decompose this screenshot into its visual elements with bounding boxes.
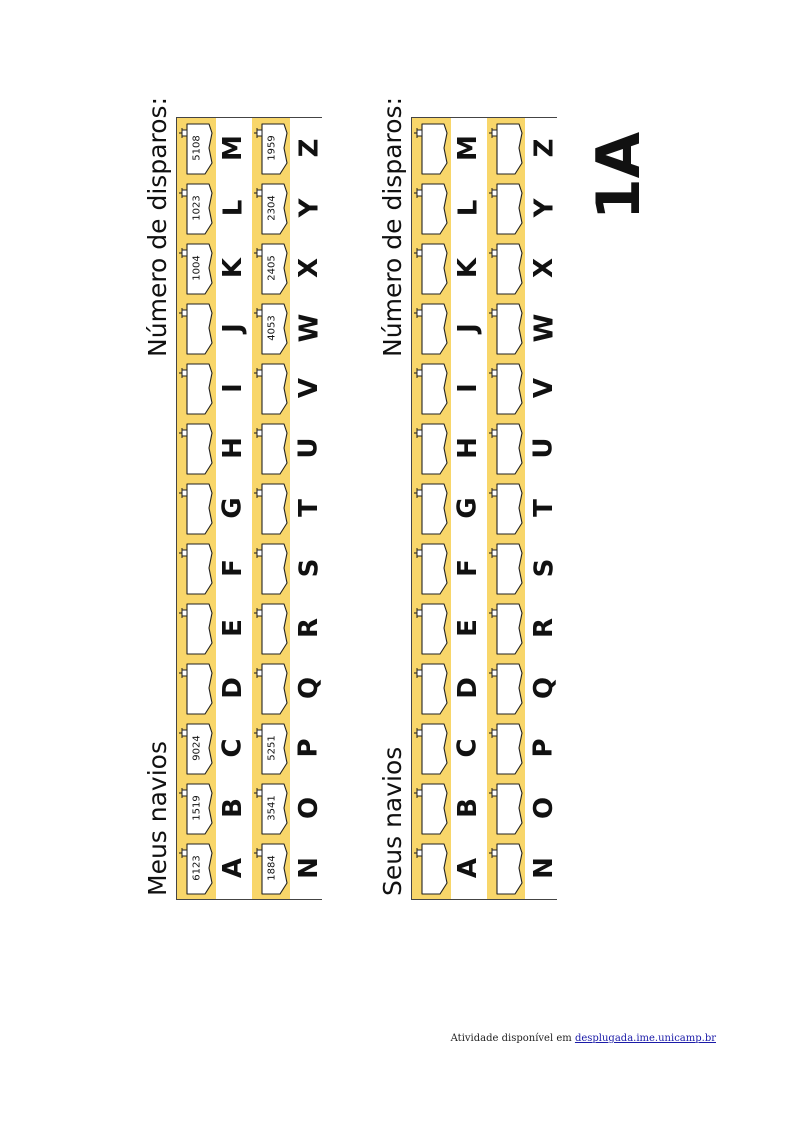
my-ship-cell-p[interactable]	[254, 718, 290, 778]
your-column-letter-x	[526, 238, 562, 298]
ship-icon	[179, 598, 215, 658]
letter-label: W	[294, 313, 324, 343]
ship-icon	[414, 478, 450, 538]
footer-link[interactable]: desplugada.ime.unicamp.br	[574, 1033, 716, 1044]
ship-icon	[254, 538, 290, 598]
your-column-letter-k	[450, 238, 486, 298]
your-ship-cell-w[interactable]	[489, 298, 525, 358]
my-column-letter-o	[291, 778, 327, 838]
my-ship-score-o: 3541	[266, 795, 278, 821]
footer-text: Atividade disponível em	[450, 1033, 575, 1044]
your-column-letter-j	[450, 298, 486, 358]
ship-icon	[254, 418, 290, 478]
letter-label: M	[218, 135, 248, 161]
my-column-letter-a	[215, 838, 251, 898]
page-label: 1A	[584, 131, 654, 220]
your-ship-cell-i[interactable]	[414, 358, 450, 418]
my-column-letter-u	[291, 418, 327, 478]
letter-label: K	[218, 257, 248, 279]
letter-label: P	[529, 738, 559, 758]
letter-label: A	[453, 857, 483, 879]
your-ship-cell-n[interactable]	[489, 838, 525, 898]
your-ship-cell-b[interactable]	[414, 778, 450, 838]
ship-icon	[489, 778, 525, 838]
my-column-letter-h	[215, 418, 251, 478]
letter-label: S	[528, 558, 559, 578]
my-ship-cell-u[interactable]	[254, 418, 290, 478]
my-ship-cell-f[interactable]	[179, 538, 215, 598]
my-column-letter-l	[215, 178, 251, 238]
ship-icon	[414, 238, 450, 298]
my-column-letter-f	[215, 538, 251, 598]
your-ship-cell-o[interactable]	[489, 778, 525, 838]
my-column-letter-q	[291, 658, 327, 718]
my-ship-cell-z[interactable]	[254, 118, 290, 178]
my-ship-score-b: 1519	[191, 795, 203, 821]
my-ships-shots-label: Número de disparos:	[143, 97, 172, 357]
letter-label: Z	[293, 138, 324, 158]
ship-icon	[179, 658, 215, 718]
my-ship-cell-n[interactable]	[254, 838, 290, 898]
your-ship-cell-y[interactable]	[489, 178, 525, 238]
your-ships-shots-label: Número de disparos:	[378, 97, 407, 357]
my-ship-score-w: 4053	[266, 315, 278, 341]
letter-label: T	[294, 499, 324, 517]
your-ship-cell-f[interactable]	[414, 538, 450, 598]
ship-icon	[414, 658, 450, 718]
my-column-letter-g	[215, 478, 251, 538]
ship-icon	[414, 538, 450, 598]
footer-credit	[451, 1033, 716, 1044]
ship-icon	[254, 658, 290, 718]
your-ship-cell-r[interactable]	[489, 598, 525, 658]
ship-icon	[179, 418, 215, 478]
my-ship-score-y: 2304	[266, 195, 278, 221]
letter-label: J	[218, 323, 248, 333]
my-column-letter-e	[215, 598, 251, 658]
letter-label: L	[217, 199, 248, 217]
ship-icon	[414, 598, 450, 658]
your-column-letter-n	[526, 838, 562, 898]
your-column-letter-l	[450, 178, 486, 238]
my-column-letter-s	[291, 538, 327, 598]
letter-label: X	[293, 257, 324, 279]
your-ship-cell-k[interactable]	[414, 238, 450, 298]
your-ships-title: Seus navios	[378, 746, 407, 896]
my-column-letter-x	[291, 238, 327, 298]
ship-icon	[489, 478, 525, 538]
letter-label: G	[218, 497, 248, 519]
your-column-letter-g	[450, 478, 486, 538]
my-ship-score-n: 1884	[266, 855, 278, 881]
letter-label: C	[453, 738, 483, 758]
my-column-letter-n	[291, 838, 327, 898]
my-ship-cell-q[interactable]	[254, 658, 290, 718]
your-column-letter-q	[526, 658, 562, 718]
ship-icon	[414, 718, 450, 778]
your-ship-cell-s[interactable]	[489, 538, 525, 598]
letter-label: X	[528, 257, 559, 279]
your-ship-cell-m[interactable]	[414, 118, 450, 178]
my-ship-cell-a[interactable]	[179, 838, 215, 898]
letter-label: D	[218, 677, 248, 699]
letter-label: M	[453, 135, 483, 161]
ship-icon	[489, 658, 525, 718]
ship-icon	[489, 358, 525, 418]
your-column-letter-b	[450, 778, 486, 838]
letter-label: B	[217, 798, 248, 818]
your-column-letter-d	[450, 658, 486, 718]
my-column-letter-v	[291, 358, 327, 418]
my-ship-cell-m[interactable]	[179, 118, 215, 178]
your-ship-cell-e[interactable]	[414, 598, 450, 658]
my-column-letter-b	[215, 778, 251, 838]
letter-label: O	[293, 796, 324, 820]
ship-icon	[489, 238, 525, 298]
ship-icon	[254, 478, 290, 538]
my-column-letter-y	[291, 178, 327, 238]
my-column-letter-t	[291, 478, 327, 538]
my-column-letter-k	[215, 238, 251, 298]
letter-label: R	[529, 617, 559, 639]
my-ship-cell-w[interactable]	[254, 298, 290, 358]
letter-label: Q	[293, 676, 324, 700]
your-column-letter-a	[450, 838, 486, 898]
letter-label: R	[294, 617, 324, 639]
your-ship-cell-c[interactable]	[414, 718, 450, 778]
your-column-letter-z	[526, 118, 562, 178]
letter-label: E	[452, 619, 483, 637]
my-ship-cell-e[interactable]	[179, 598, 215, 658]
your-column-letter-p	[526, 718, 562, 778]
letter-label: P	[294, 738, 324, 758]
your-column-letter-t	[526, 478, 562, 538]
your-column-letter-i	[450, 358, 486, 418]
my-ship-score-x: 2405	[266, 255, 278, 281]
letter-label: N	[528, 857, 559, 879]
my-column-letter-p	[291, 718, 327, 778]
ship-icon	[489, 178, 525, 238]
my-ships-board	[176, 117, 322, 900]
your-ship-cell-v[interactable]	[489, 358, 525, 418]
your-ship-cell-u[interactable]	[489, 418, 525, 478]
letter-label: I	[453, 383, 483, 393]
your-column-letter-e	[450, 598, 486, 658]
my-ship-cell-b[interactable]	[179, 778, 215, 838]
ship-icon	[414, 778, 450, 838]
letter-label: Y	[528, 198, 559, 218]
letter-label: K	[453, 257, 483, 279]
your-ship-cell-x[interactable]	[489, 238, 525, 298]
ship-icon	[254, 598, 290, 658]
your-ship-cell-g[interactable]	[414, 478, 450, 538]
your-column-letter-y	[526, 178, 562, 238]
my-ship-score-a: 6123	[191, 855, 203, 881]
ship-icon	[489, 718, 525, 778]
letter-label: E	[217, 619, 248, 637]
my-ship-cell-k[interactable]	[179, 238, 215, 298]
your-column-letter-h	[450, 418, 486, 478]
letter-label: I	[218, 383, 248, 393]
ship-icon	[414, 418, 450, 478]
my-ship-cell-g[interactable]	[179, 478, 215, 538]
your-column-letter-c	[450, 718, 486, 778]
my-column-letter-d	[215, 658, 251, 718]
my-ship-cell-x[interactable]	[254, 238, 290, 298]
your-ship-cell-h[interactable]	[414, 418, 450, 478]
ship-icon	[414, 358, 450, 418]
letter-label: A	[218, 857, 248, 879]
ship-icon	[179, 538, 215, 598]
letter-label: T	[529, 499, 559, 517]
my-ship-cell-v[interactable]	[254, 358, 290, 418]
my-ship-score-m: 5108	[191, 135, 203, 161]
your-column-letter-r	[526, 598, 562, 658]
my-column-letter-z	[291, 118, 327, 178]
my-column-letter-r	[291, 598, 327, 658]
ship-icon	[489, 118, 525, 178]
letter-label: H	[217, 437, 248, 459]
ship-icon	[489, 598, 525, 658]
letter-label: Y	[293, 198, 324, 218]
ship-icon	[179, 358, 215, 418]
your-ship-cell-z[interactable]	[489, 118, 525, 178]
letter-label: F	[217, 559, 248, 577]
ship-icon	[414, 178, 450, 238]
your-column-letter-s	[526, 538, 562, 598]
letter-label: O	[528, 796, 559, 820]
my-column-letter-j	[215, 298, 251, 358]
your-ship-cell-p[interactable]	[489, 718, 525, 778]
my-column-letter-w	[291, 298, 327, 358]
your-ship-cell-a[interactable]	[414, 838, 450, 898]
ship-icon	[179, 298, 215, 358]
ship-icon	[414, 118, 450, 178]
letter-label: F	[452, 559, 483, 577]
my-ship-cell-s[interactable]	[254, 538, 290, 598]
ship-icon	[489, 838, 525, 898]
my-ship-score-l: 1023	[191, 195, 203, 221]
my-ship-cell-y[interactable]	[254, 178, 290, 238]
letter-label: N	[293, 857, 324, 879]
letter-label: Z	[528, 138, 559, 158]
ship-icon	[254, 358, 290, 418]
letter-label: Q	[528, 676, 559, 700]
your-column-letter-m	[450, 118, 486, 178]
my-ship-cell-h[interactable]	[179, 418, 215, 478]
my-ship-cell-j[interactable]	[179, 298, 215, 358]
my-column-letter-c	[215, 718, 251, 778]
letter-label: C	[218, 738, 248, 758]
your-column-letter-w	[526, 298, 562, 358]
letter-label: S	[293, 558, 324, 578]
my-ship-cell-i[interactable]	[179, 358, 215, 418]
ship-icon	[489, 418, 525, 478]
your-column-letter-v	[526, 358, 562, 418]
your-ships-board	[411, 117, 557, 900]
my-ship-score-k: 1004	[191, 255, 203, 281]
letter-label: B	[452, 798, 483, 818]
my-ship-score-z: 1959	[266, 135, 278, 161]
your-ship-cell-t[interactable]	[489, 478, 525, 538]
ship-icon	[489, 298, 525, 358]
my-column-letter-i	[215, 358, 251, 418]
ship-icon	[414, 838, 450, 898]
my-ship-score-c: 9024	[191, 735, 203, 761]
my-column-letter-m	[215, 118, 251, 178]
my-ship-cell-t[interactable]	[254, 478, 290, 538]
letter-label: U	[529, 437, 559, 459]
letter-label: W	[529, 313, 559, 343]
my-ship-cell-d[interactable]	[179, 658, 215, 718]
my-ship-score-p: 5251	[266, 735, 278, 761]
ship-icon	[414, 298, 450, 358]
your-ship-cell-l[interactable]	[414, 178, 450, 238]
my-ship-cell-l[interactable]	[179, 178, 215, 238]
your-ship-cell-j[interactable]	[414, 298, 450, 358]
your-ship-cell-q[interactable]	[489, 658, 525, 718]
letter-label: V	[294, 377, 324, 399]
my-ship-cell-o[interactable]	[254, 778, 290, 838]
your-column-letter-u	[526, 418, 562, 478]
letter-label: L	[452, 199, 483, 217]
ship-icon	[489, 538, 525, 598]
your-column-letter-o	[526, 778, 562, 838]
my-ships-title: Meus navios	[143, 741, 172, 896]
letter-label: J	[453, 323, 483, 333]
letter-label: V	[529, 377, 559, 399]
ship-icon	[179, 478, 215, 538]
my-ship-cell-r[interactable]	[254, 598, 290, 658]
my-ship-cell-c[interactable]	[179, 718, 215, 778]
letter-label: U	[294, 437, 324, 459]
letter-label: G	[453, 497, 483, 519]
your-ship-cell-d[interactable]	[414, 658, 450, 718]
letter-label: D	[453, 677, 483, 699]
your-column-letter-f	[450, 538, 486, 598]
letter-label: H	[452, 437, 483, 459]
